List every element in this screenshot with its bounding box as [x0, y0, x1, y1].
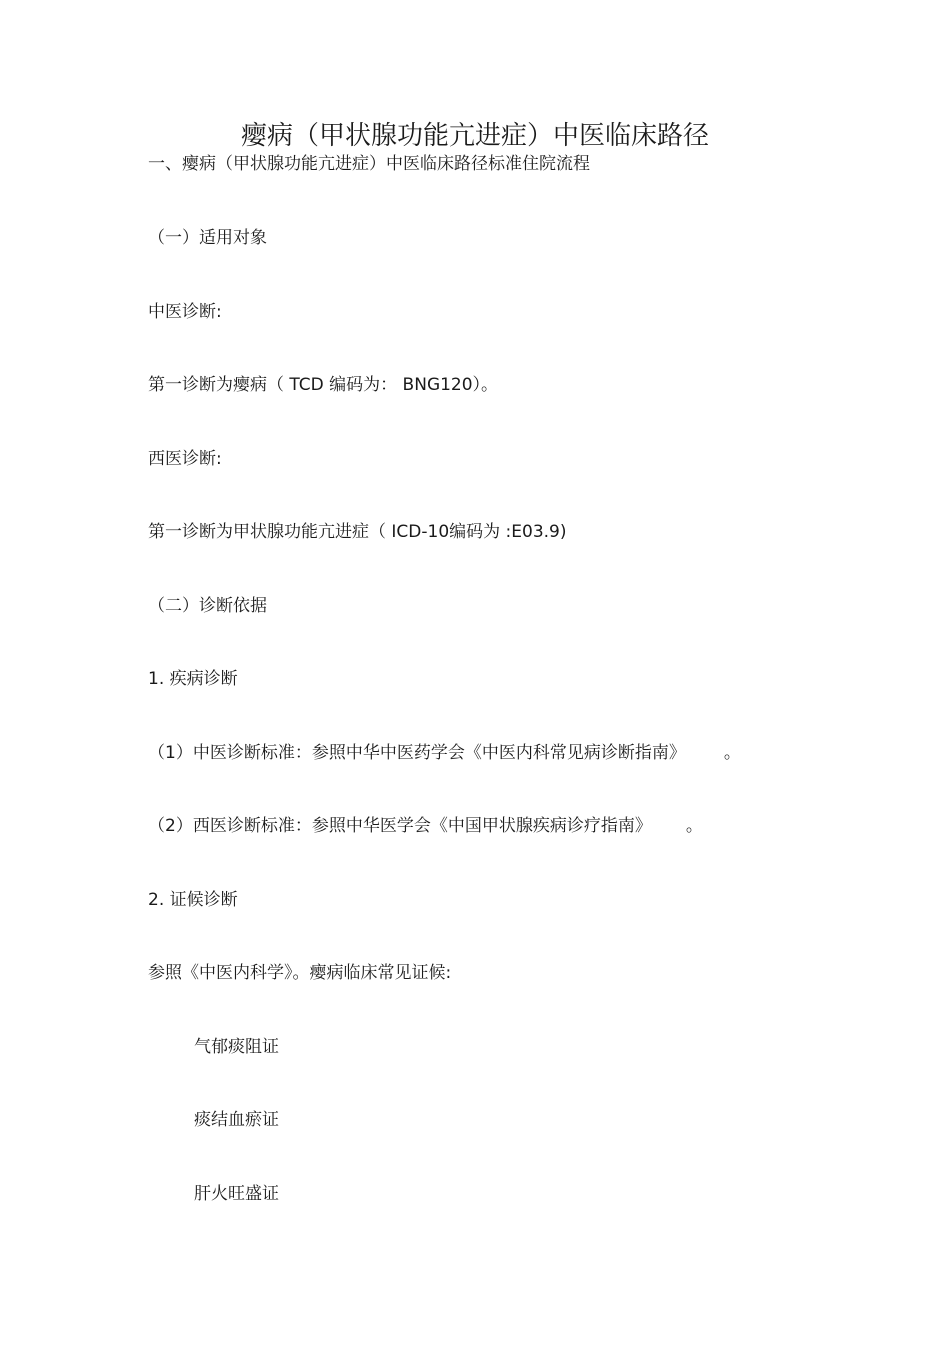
western-diagnosis-label: 西医诊断:: [148, 449, 222, 469]
syndrome-intro: 参照《中医内科学》。瘿病临床常见证候:: [148, 963, 452, 983]
criterion-tcm-text: （1）中医诊断标准：参照中华中医药学会《中医内科常见病诊断指南》: [148, 743, 686, 763]
criterion-western-end: 。: [685, 816, 703, 836]
criterion-western: [148, 814, 703, 838]
criterion-tcm: [148, 741, 741, 765]
tcm-diagnosis-label: 中医诊断:: [148, 302, 222, 322]
item-disease-diagnosis: 1. 疾病诊断: [148, 669, 238, 689]
criterion-western-text: （2）西医诊断标准：参照中华医学会《中国甲状腺疾病诊疗指南》: [148, 816, 652, 836]
subsection-applicable-subjects: （一）适用对象: [148, 228, 267, 248]
tcm-diagnosis-text: 第一诊断为瘿病（ TCD 编码为： BNG120）。: [148, 375, 499, 395]
syndrome-item: 痰结血瘀证: [194, 1110, 279, 1130]
syndrome-item: 气郁痰阻证: [194, 1037, 279, 1057]
subsection-diagnostic-basis: （二）诊断依据: [148, 596, 267, 616]
criterion-tcm-end: 。: [723, 743, 741, 763]
item-syndrome-diagnosis: 2. 证候诊断: [148, 890, 238, 910]
document-title: 瘿病（甲状腺功能亢进症）中医临床路径: [240, 121, 709, 151]
syndrome-item: 肝火旺盛证: [194, 1184, 279, 1204]
western-diagnosis-text: 第一诊断为甲状腺功能亢进症（ ICD-10编码为 :E03.9): [148, 522, 567, 542]
section-heading: 一、瘿病（甲状腺功能亢进症）中医临床路径标准住院流程: [148, 154, 590, 174]
